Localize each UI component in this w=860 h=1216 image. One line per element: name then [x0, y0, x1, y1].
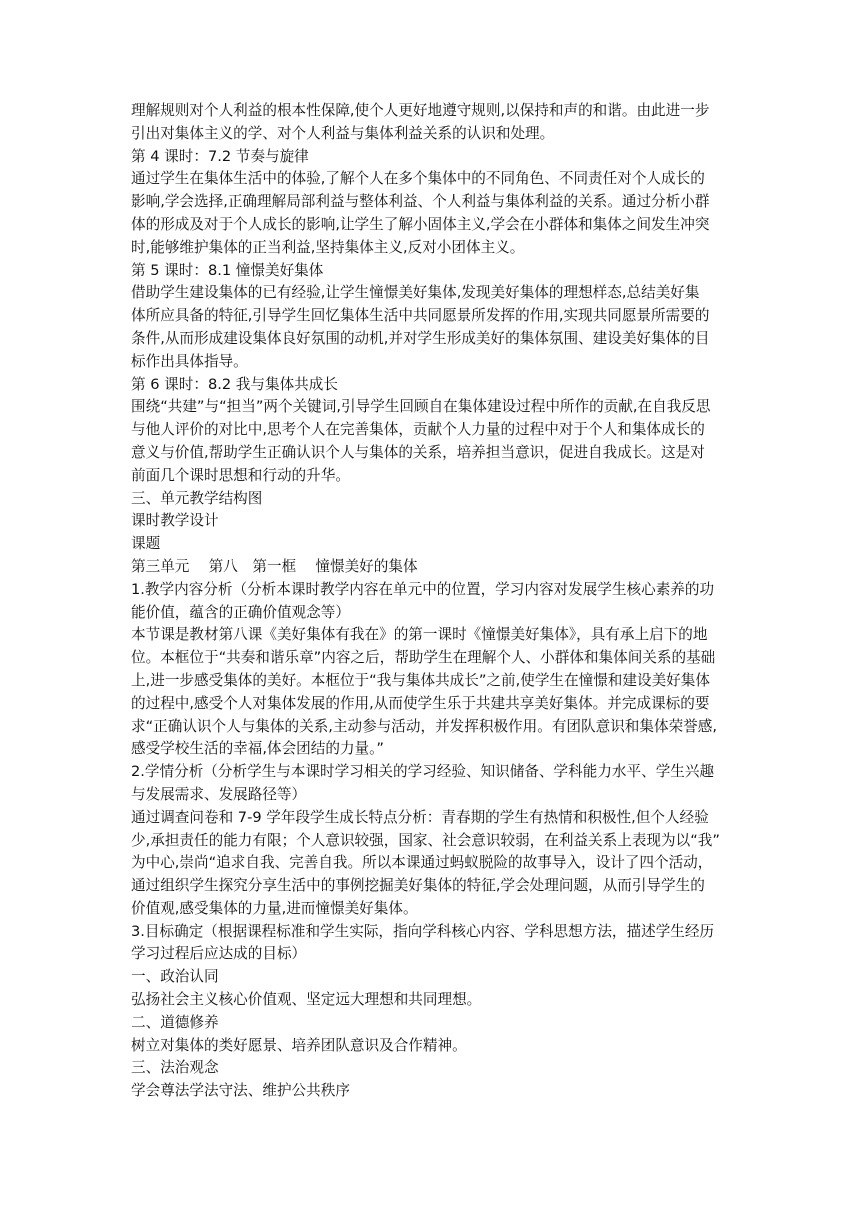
text-line: 学会尊法学法守法、维护公共秩序: [131, 1082, 350, 1100]
text-line: 1.教学内容分析（分析本课时教学内容在单元中的位置，学习内容对发展学生核心素养的功: [131, 580, 715, 598]
text-line: 条件,从而形成建设集体良好氛围的动机,并对学生形成美好的集体氛围、建设美好集体的目: [131, 329, 710, 347]
text-line: 2.学情分析（分析学生与本课时学习相关的学习经验、知识储备、学科能力水平、学生兴趣: [131, 763, 715, 781]
text-line: 前面几个课时思想和行动的升华。: [131, 466, 350, 484]
text-line: 第 6 课时：8.2 我与集体共成长: [131, 375, 338, 393]
text-line: 本节课是教材第八课《美好集体有我在》的第一课时《憧憬美好集体》，具有承上启下的地: [131, 626, 708, 644]
text-line: 上,进一步感受集体的美好。本框位于“我与集体共成长”之前,使学生在憧憬和建设美好集体: [131, 671, 710, 689]
text-line: 弘扬社会主义核心价值观、坚定远大理想和共同理想。: [131, 991, 482, 1009]
text-line: 三、法治观念: [131, 1059, 219, 1077]
text-line: 能价值，蕴含的正确价值观念等）: [131, 603, 350, 621]
text-line: 体所应具备的特征,引导学生回忆集体生活中共同愿景所发挥的作用,实现共同愿景所需要的: [131, 307, 710, 325]
text-line: 围绕“共建”与“担当”两个关键词,引导学生回顾自在集体建设过程中所作的贡献,在自我反思: [131, 398, 711, 416]
text-line: 少,承担责任的能力有限；个人意识较强，国家、社会意识较弱，在利益关系上表现为以“我”: [131, 831, 720, 849]
text-line: 为中心,崇尚“追求自我、完善自我。所以本课通过蚂蚁脱险的故事导入，设计了四个活动，: [131, 854, 713, 872]
text-line: 与发展需求、发展路径等）: [131, 785, 307, 803]
text-line: 标作出具体指导。: [131, 352, 248, 370]
text-line: 价值观,感受集体的力量,进而憧憬美好集体。: [131, 899, 418, 917]
text-line: 第三单元 第八 第一框 憧憬美好的集体: [131, 557, 418, 575]
text-line: 通过组织学生探究分享生活中的事例挖掘美好集体的特征,学会处理问题，从而引导学生的: [131, 877, 705, 895]
text-line: 3.目标确定（根据课程标准和学生实际，指向学科核心内容、学科思想方法，描述学生经历: [131, 922, 715, 940]
text-line: 学习过程后应达成的目标）: [131, 945, 307, 963]
text-line: 第 4 课时：7.2 节奏与旋律: [131, 147, 309, 165]
text-line: 与他人评价的对比中,思考个人在完善集体，贡献个人力量的过程中对于个人和集体成长的: [131, 421, 705, 439]
text-line: 引出对集体主义的学、对个人利益与集体利益关系的认识和处理。: [131, 124, 555, 142]
text-line: 通过学生在集体生活中的体验,了解个人在多个集体中的不同角色、不同责任对个人成长的: [131, 170, 705, 188]
text-line: 课题: [131, 535, 161, 553]
text-line: 意义与价值,帮助学生正确认识个人与集体的关系，培养担当意识，促进自我成长。这是对: [131, 443, 705, 461]
text-line: 位。本框位于“共奏和谐乐章”内容之后，帮助学生在理解个人、小群体和集体间关系的基础: [131, 649, 716, 667]
document-page: [131, 100, 731, 1103]
text-line: 感受学校生活的幸福,体会团结的力量。”: [131, 740, 384, 758]
text-line: 体的形成及对于个人成长的影响,让学生了解小固体主义,学会在小群体和集体之间发生冲突: [131, 215, 710, 233]
text-line: 的过程中,感受个人对集体发展的作用,从而使学生乐于共建共享美好集体。并完成课标的要: [131, 694, 710, 712]
text-line: 时,能够维护集体的正当利益,坚持集体主义,反对小团体主义。: [131, 238, 525, 256]
text-line: 影响,学会选择,正确理解局部利益与整体利益、个人利益与集体利益的关系。通过分析小群: [131, 193, 710, 211]
text-line: 通过调查问卷和 7-9 学年段学生成长特点分析：青春期的学生有热情和积极性,但个人经验: [131, 808, 709, 826]
text-line: 课时教学设计: [131, 512, 219, 530]
text-line: 理解规则对个人利益的根本性保障,使个人更好地遵守规则,以保持和声的和谐。由此进一步: [131, 102, 710, 119]
text-line: 一、政治认同: [131, 968, 219, 986]
text-line: 三、单元教学结构图: [131, 489, 263, 507]
text-line: 第 5 课时：8.1 憧憬美好集体: [131, 261, 324, 279]
text-line: 树立对集体的类好愿景、培养团队意识及合作精神。: [131, 1036, 467, 1054]
text-line: 借助学生建设集体的已有经验,让学生憧憬美好集体,发现美好集体的理想样态,总结美好集: [131, 284, 700, 302]
text-line: 二、道德修养: [131, 1013, 219, 1031]
text-line: 求“正确认识个人与集体的关系,主动参与活动，并发挥积极作用。有团队意识和集体荣誉感,: [131, 717, 717, 735]
